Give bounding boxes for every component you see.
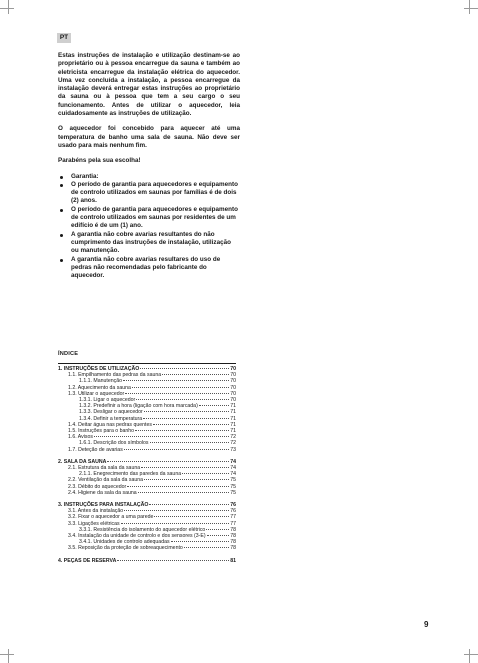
toc-entry: 3.4. Instalação da unidade de controlo e dos sensores (3-E) 78 (68, 533, 236, 540)
warranty-item: O período de garantia para aquecedores e equipamento de controlo utilizados em saunas por famílias é de dois (2) anos. (58, 181, 240, 206)
crop-mark-left-bottom (0, 654, 14, 655)
page-number: 9 (424, 620, 429, 629)
toc-entry: 2.1.1. Enegrecimento das paredes da sauna 74 (79, 471, 236, 478)
warranty-item: Garantia: (58, 173, 240, 181)
toc-entry: 2.4. Higiene da sala da sauna 75 (68, 489, 236, 496)
crop-mark-right-bottom (464, 654, 478, 655)
toc-entry: 1.3.4. Definir a temperatura 71 (79, 415, 236, 422)
toc-entry: 1.6.1. Descrição dos símbolos 72 (79, 440, 236, 447)
crop-mark-top-right (469, 0, 470, 14)
toc-entry: 1.3.3. Desligar o aquecedor 71 (79, 409, 236, 416)
toc-entry: 2. SALA DA SAUNA 74 (58, 458, 236, 465)
intro-paragraph: O aquecedor foi concebido para aquecer até uma temperatura de banho uma sala de sauna. Não deve ser usado para mais nenhum fim. (58, 125, 240, 149)
toc-entry: 1.1.1. Manutenção 70 (79, 378, 236, 385)
toc-entry: 3.4.1. Unidades de controlo adequadas 78 (79, 539, 236, 546)
toc-entry: 3. INSTRUÇÕES PARA INSTALAÇÃO 76 (58, 502, 236, 509)
toc-entry: 2.1. Estrutura da sala da sauna 74 (68, 465, 236, 472)
table-of-contents (58, 366, 236, 564)
toc-title: ÍNDICE (58, 351, 79, 357)
crop-mark-right-top (464, 8, 478, 9)
intro-section (58, 52, 240, 280)
warranty-item: A garantia não cobre avarias resultares do uso de pedras não recomendadas pelo fabricante do aquecedor. (58, 256, 240, 281)
toc-entry: 1.7. Deteção de avarias 73 (68, 446, 236, 453)
toc-entry: 1.2. Aquecimento da sauna 70 (68, 384, 236, 391)
toc-entry: 1.3.2. Predefinir a hora (ligação com hora marcada) 71 (79, 403, 236, 410)
toc-entry: 1.3.1. Ligar o aquecedor 70 (79, 397, 236, 404)
toc-entry: 1.5. Instruções para o banho 71 (68, 428, 236, 435)
toc-entry: 1.6. Avisos 72 (68, 434, 236, 441)
language-tag: PT (57, 33, 71, 43)
toc-entry: 4. PEÇAS DE RESERVA 81 (58, 557, 236, 564)
toc-entry: 2.2. Ventilação da sala da sauna 75 (68, 477, 236, 484)
crop-mark-bottom-left (8, 649, 9, 663)
toc-divider (58, 363, 236, 364)
toc-entry: 2.3. Débito do aquecedor 75 (68, 483, 236, 490)
intro-paragraph: Estas instruções de instalação e utilização destinam-se ao proprietário ou à pessoa encarregue da sauna e também ao eletricista encarregue da instalação elétrica do aquecedor. Uma vez concluída a instalação, a pessoa encarregue da instalação deverá entregar estas instruções ao proprietário da sauna ou à pessoa que tem a seu cargo o seu funcionamento. Antes de utilizar o aquecedor, leia cuidadosamente as instruções de utilização. (58, 52, 240, 118)
warranty-list (58, 173, 240, 281)
toc-entry: 3.3.1. Resistência do isolamento do aquecedor elétrico 78 (79, 526, 236, 533)
toc-entry: 1.4. Deitar água nas pedras quentes 71 (68, 421, 236, 428)
toc-entry: 3.2. Fixar o aquecedor a uma parede 77 (68, 514, 236, 521)
toc-entry: 1.3. Utilizar o aquecedor 70 (68, 390, 236, 397)
crop-mark-bottom-right (469, 649, 470, 663)
toc-entry: 1. INSTRUÇÕES DE UTILIZAÇÃO 70 (58, 366, 236, 372)
toc-entry: 3.5. Reposição da proteção de sobreaquecimento 78 (68, 545, 236, 552)
warranty-item: A garantia não cobre avarias resultantes do não cumprimento das instruções de instalação, utilização ou manutenção. (58, 231, 240, 256)
crop-mark-top-left (8, 0, 9, 14)
toc-entry: 1.1. Empilhamento das pedras da sauna 70 (68, 372, 236, 379)
toc-entry: 3.1. Antes da instalação 76 (68, 508, 236, 515)
crop-mark-left-top (0, 8, 14, 9)
intro-paragraph: Parabéns pela sua escolha! (58, 157, 141, 165)
warranty-item: O período de garantia para aquecedores e equipamento de controlo utilizados em saunas por residentes de um edifício é de um (1) ano. (58, 206, 240, 231)
toc-entry: 3.3. Ligações elétricas 77 (68, 520, 236, 527)
